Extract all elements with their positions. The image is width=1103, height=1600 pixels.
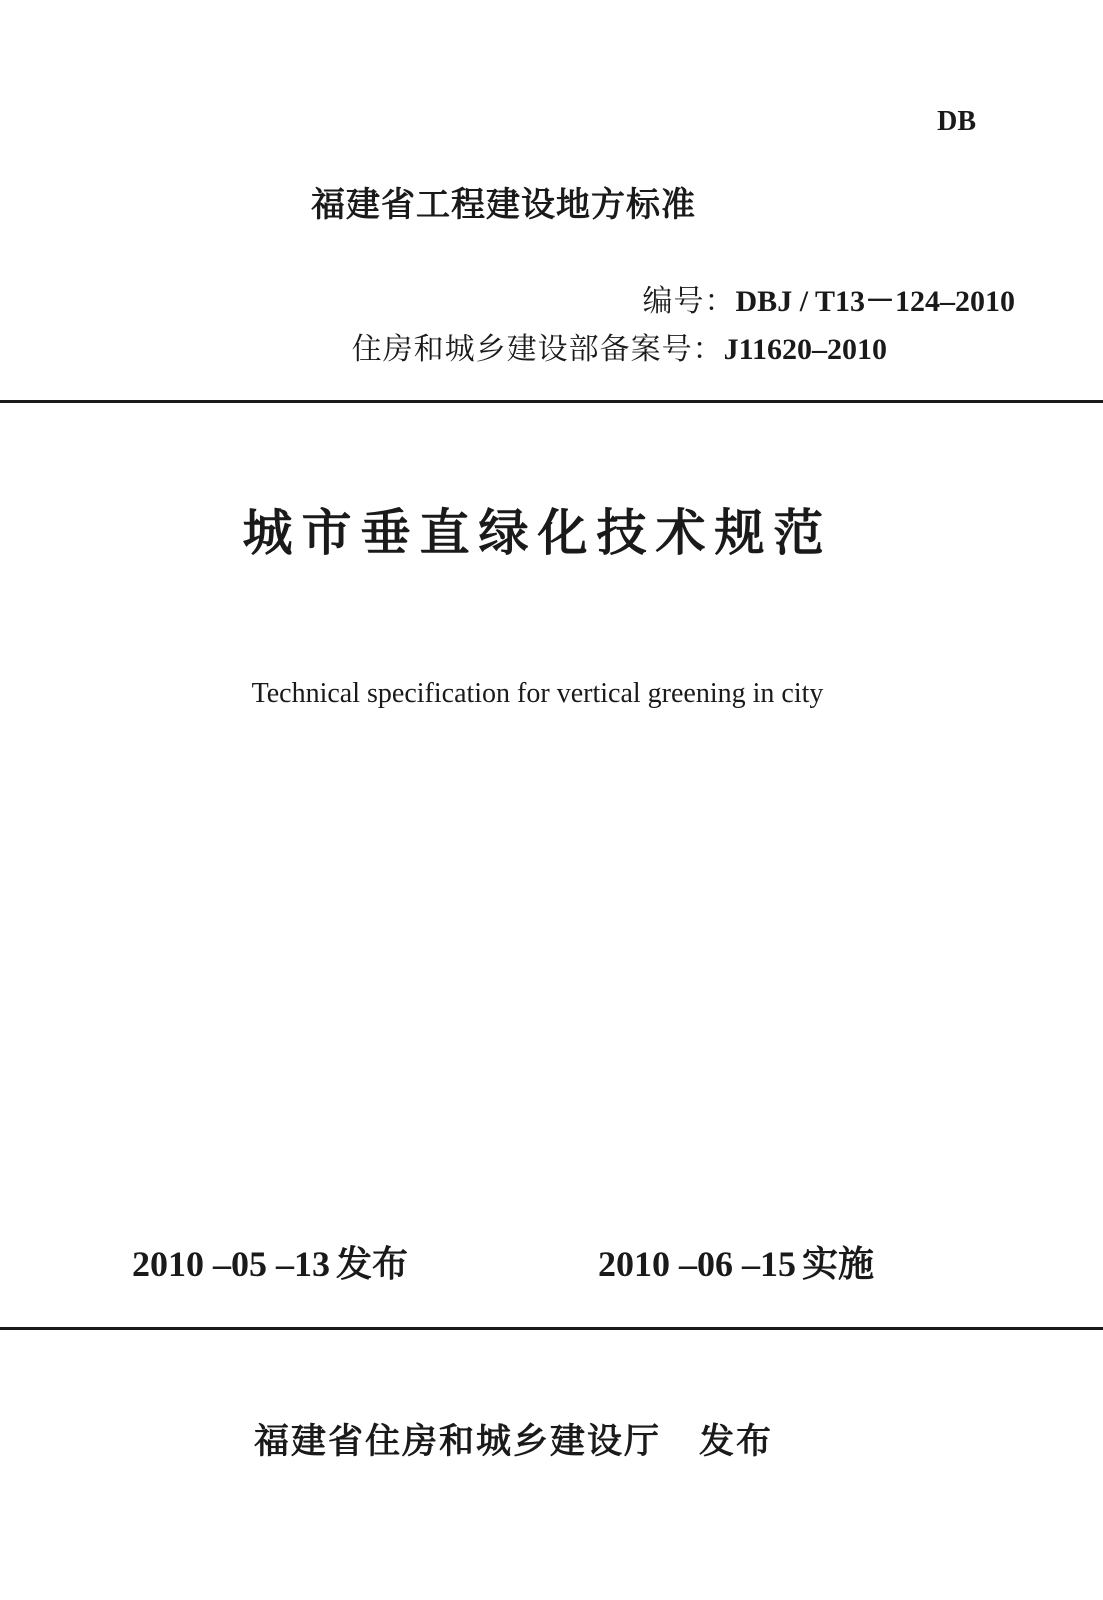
issuing-authority	[254, 1418, 773, 1466]
record-number-value: J11620–2010	[723, 333, 887, 366]
standard-number	[643, 282, 1015, 322]
implementation-word: 实施	[802, 1244, 875, 1285]
issue-word: 发布	[336, 1244, 409, 1285]
standard-number-value: DBJ / T13－124–2010	[735, 285, 1015, 318]
implementation-date: 2010 –06 –15	[598, 1244, 796, 1284]
issuing-authority-action: 发布	[699, 1422, 774, 1462]
record-number	[352, 330, 887, 370]
issue-date-line	[132, 1240, 408, 1289]
document-title-chinese: 城市垂直绿化技术规范	[242, 504, 833, 562]
db-code: DB	[937, 106, 976, 137]
standard-number-label: 编号：	[642, 284, 736, 319]
document-title-english: Technical specification for vertical greening in city	[251, 678, 824, 709]
top-divider	[0, 400, 1103, 403]
implementation-date-line	[598, 1240, 874, 1289]
record-number-label: 住房和城乡建设部备案号：	[351, 332, 724, 367]
issuing-authority-name: 福建省住房和城乡建设厅	[254, 1422, 662, 1462]
bottom-divider	[0, 1327, 1103, 1330]
issue-date: 2010 –05 –13	[132, 1244, 330, 1284]
standard-category: 福建省工程建设地方标准	[311, 185, 696, 225]
